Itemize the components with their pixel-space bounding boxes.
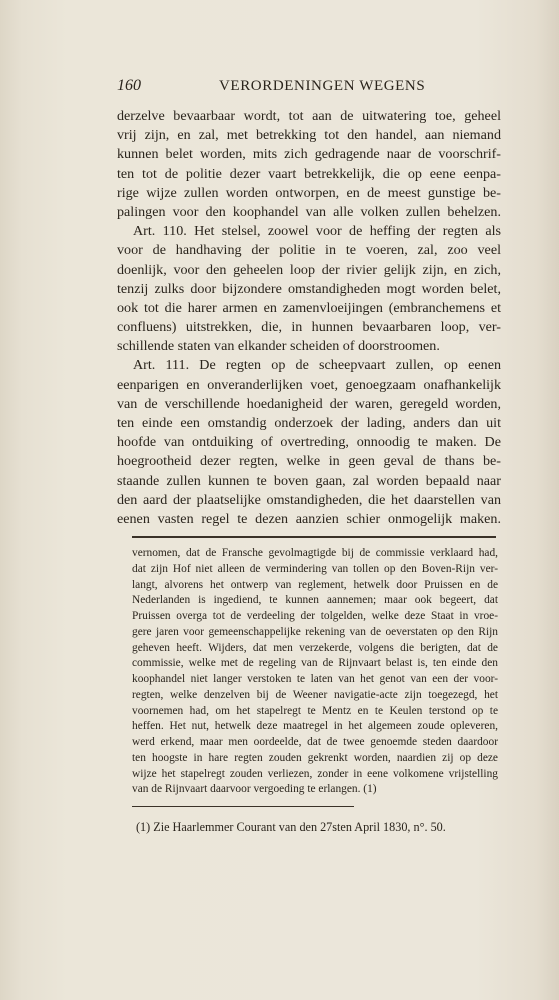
text-line: van de verschillende hoedanigheid der waren, geregeld worden, (117, 395, 501, 412)
text-line: kunnen belet worden, mits zich gedragende naar de voorschrif- (117, 146, 501, 163)
footnote: (1) Zie Haarlemmer Courant van den 27sten April 1830, n°. 50. (136, 820, 446, 834)
main-text (117, 107, 501, 529)
text-line: palingen voor den koophandel van alle volken zullen behelzen. (117, 203, 501, 220)
article-111-start: Art. 111. De regten op de scheepvaart zullen, op eenen (133, 357, 501, 374)
note-line: voornemen had, om het stapelregt te Mentz en te Keulen terstond op te (132, 704, 498, 717)
running-title: VERORDENINGEN WEGENS (219, 78, 426, 94)
note-line: geheven heeft. Wijders, dat men verzekerde, volgens die berigten, dat de (132, 641, 498, 654)
text-line: confluens) uitstrekken, die, in hunnen bevaarbaren loop, ver- (117, 319, 501, 336)
continued-note (132, 546, 498, 798)
text-line: vrij zijn, en zal, met betrekking tot den handel, aan niemand (117, 127, 501, 144)
note-line: werd erkend, maar men oordeelde, dat de twee genoemde steden daardoor (132, 736, 498, 748)
note-line: regten, welke denzelven bij de Weener navigatie-acte zijn toegezegd, het (132, 688, 498, 701)
note-line: gere jaren voor gemeenschappelijke rekening van de oeverstaten op den Rijn (132, 625, 498, 638)
text-line: derzelve bevaarbaar wordt, tot aan de uitwatering toe, geheel (117, 108, 501, 124)
note-line: vernomen, dat de Fransche gevolmagtigde bij de commissie verklaard had, (132, 547, 498, 559)
footnote-separator (132, 806, 354, 807)
text-line: eenen vasten regel te dezen aanzien schier onmogelijk maken. (117, 510, 501, 527)
text-line: rige wijze zullen worden ontworpen, en de meest gunstige be- (117, 184, 501, 201)
text-line: den aard der plaatselijke omstandigheden, die het daarstellen van (117, 491, 501, 508)
note-line: wijze het stapelregt zouden verliezen, zonder in eene volkomene vrijstelling (132, 767, 498, 780)
text-line: voor de handhaving der politie in te voeren, zal, zoo veel (117, 242, 501, 259)
text-line: staande zullen kunnen te boven gaan, zal worden bepaald naar (117, 472, 501, 489)
note-line: koophandel niet langer verstoken te laten van het genot van een der voor- (132, 673, 498, 685)
note-separator (132, 536, 496, 538)
note-line: ten hoogste in hare regten zouden gekrenkt worden, naardien zij op deze (132, 751, 498, 764)
text-line: tenzij zulks door bijzondere omstandigheden mogt worden belet, (117, 280, 501, 297)
article-110-start: Art. 110. Het stelsel, zoowel voor de heffing der regten als (133, 223, 501, 240)
text-line: doenlijk, voor den geheelen loop der rivier gelijk zijn, en zich, (117, 261, 501, 278)
note-line: dat zijn Hof niet alleen de vermindering van tollen op den Boven-Rijn ver- (132, 562, 498, 575)
text-line: hoegrootheid dezer regten, welke in geen geval de thans be- (117, 453, 501, 470)
note-line: langt, alvorens het ontwerp van reglement, hetwelk door Pruissen en de (132, 578, 498, 591)
text-line: schillende staten van elkander scheiden of doorstroomen. (117, 338, 440, 355)
text-line: eenparigen en onveranderlijken voet, genoegzaam onafhankelijk (117, 376, 501, 393)
note-line: van de Rijnvaart daarvoor vergoeding te erlangen. (1) (132, 783, 377, 796)
note-line: Nederlanden is ingediend, te kunnen aannemen; maar ook begeert, dat (132, 594, 498, 607)
note-line: commissie, welke met de regeling van de Rijnvaart belast is, ten einde den (132, 657, 498, 670)
text-line: ten tot de politie dezer vaart betrekkelijk, die op eene eenpa- (117, 165, 501, 182)
text-line: ook tot die harer armen en zamenvloeijingen (embranchemens et (117, 299, 501, 316)
running-header (117, 77, 497, 99)
note-line: Pruissen overga tot de verdeeling der tolgelden, welke deze Staat in vroe- (132, 610, 498, 622)
note-line: heffen. Het nut, hetwelk deze maatregel in het algemeen zoude opleveren, (132, 720, 498, 733)
text-line: ten einde een omstandig onderzoek der lading, anders dan uit (117, 415, 501, 431)
text-line: hoofde van ontduiking of overtreding, onnoodig te maken. De (117, 434, 501, 451)
page-number: 160 (117, 77, 141, 94)
